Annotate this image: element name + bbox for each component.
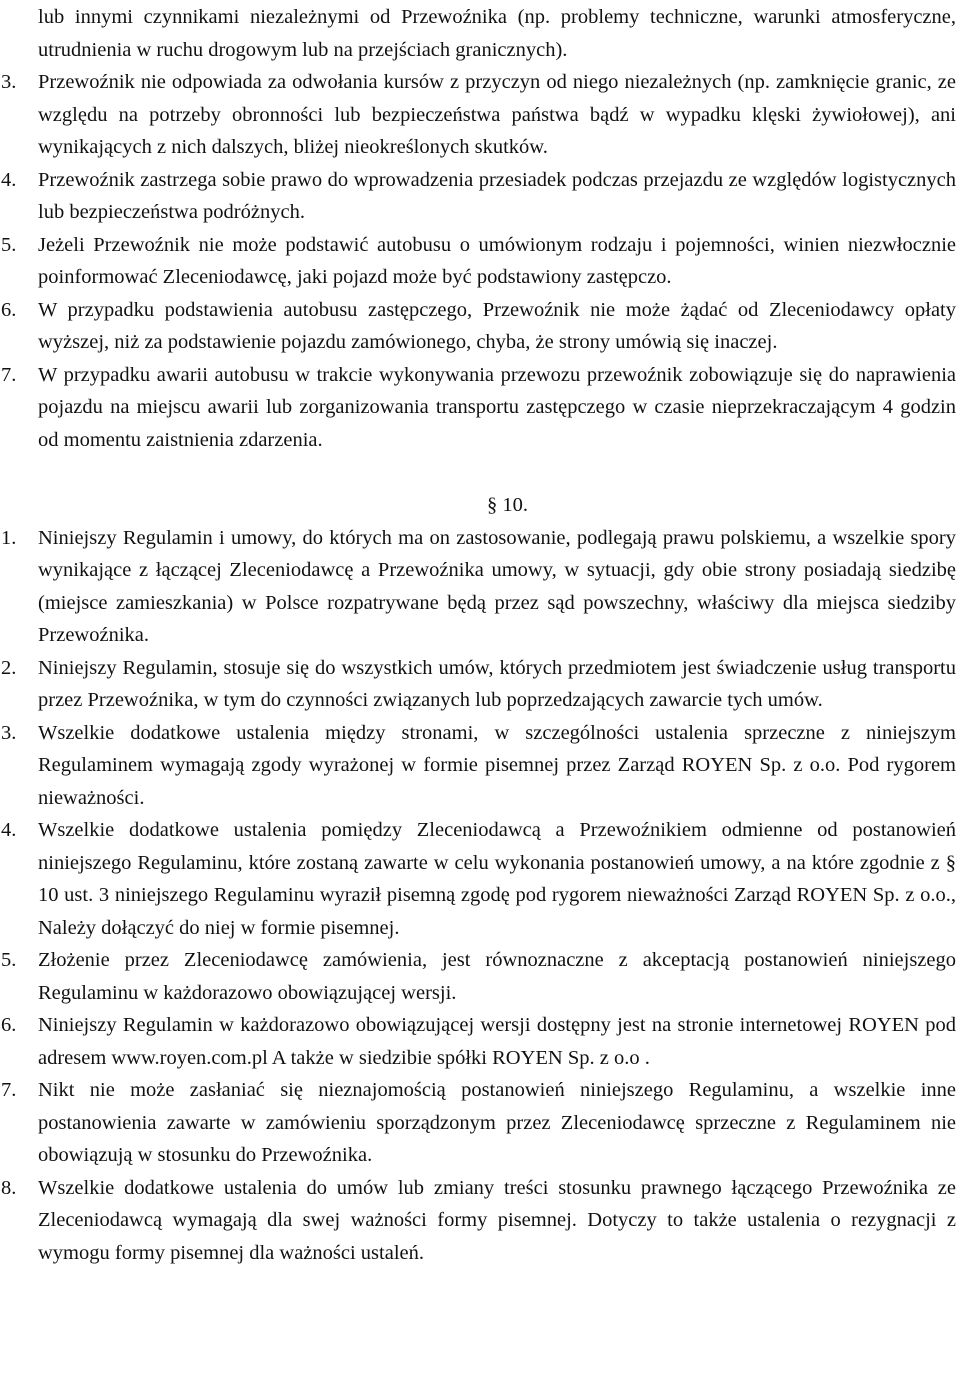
item-number: 5.: [1, 949, 17, 971]
section-10-item-2: [0, 652, 960, 717]
item-number: 6.: [1, 1014, 17, 1036]
section-9-item-4: [0, 164, 960, 229]
section-10-item-7: [0, 1074, 960, 1172]
item-text: W przypadku podstawienia autobusu zastępczego, Przewoźnik nie może żądać od Zleceniodawcy opłaty wyższej, niż za podstawienie pojazdu zamówionego, chyba, że strony umówią się inaczej.: [38, 298, 956, 353]
section-9-item-7: [0, 359, 960, 457]
item-text: Wszelkie dodatkowe ustalenia pomiędzy Zleceniodawcą a Przewoźnikiem odmienne od postanowień niniejszego Regulaminu, które zostaną zawarte w celu wykonania postanowień umowy, a na które zgodnie z § 10 ust. 3 niniejszego Regulaminu wyraził pisemną zgodę pod rygorem nieważności Zarząd ROYEN Sp. z o.o., Należy dołączyć do niej w formie pisemnej.: [38, 819, 956, 939]
section-10-item-4: [0, 814, 960, 944]
item-number: 1.: [1, 526, 17, 549]
item-number: 2.: [1, 656, 17, 679]
section-10-item-6: [0, 1009, 960, 1074]
item-number: 4.: [1, 819, 17, 841]
item-text: Niniejszy Regulamin i umowy, do których ma on zastosowanie, podlegają prawu polskiemu, a wszelkie spory wynikające z łączącej Zleceniodawcę a Przewoźnika umowy, w sytuacji, gdy obie strony posiadają siedzibę (miejsce zamieszkania) w Polsce rozpatrywane będą przez sąd powszechny, właściwy dla miejsca siedziby Przewoźnika.: [38, 526, 956, 646]
section-10-item-5: [0, 944, 960, 1009]
section-9-continued-paragraph: lub innymi czynnikami niezależnymi od Przewoźnika (np. problemy techniczne, warunki atmosferyczne, utrudnienia w ruchu drogowym lub na przejściach granicznych).: [38, 6, 956, 61]
item-number: 8.: [1, 1176, 17, 1199]
item-text: W przypadku awarii autobusu w trakcie wykonywania przewozu przewoźnik zobowiązuje się do naprawienia pojazdu na miejscu awarii lub zorganizowania transportu zastępczego w czasie nieprzekraczającym 4 godzin od momentu zaistnienia zdarzenia.: [38, 363, 956, 451]
section-9-item-3: [0, 66, 960, 164]
item-text: Złożenie przez Zleceniodawcę zamówienia, jest równoznaczne z akceptacją postanowień niniejszego Regulaminu w każdorazowo obowiązującej wersji.: [38, 949, 956, 1004]
item-text: Wszelkie dodatkowe ustalenia do umów lub zmiany treści stosunku prawnego łączącego Przewoźnika ze Zleceniodawcą wymagają dla swej ważności formy pisemnej. Dotyczy to także ustalenia o rezygnacji z wymogu formy pisemnej dla ważności ustaleń.: [38, 1176, 956, 1264]
section-10-heading: § 10.: [487, 494, 528, 516]
item-number: 6.: [1, 298, 17, 321]
item-text: Niniejszy Regulamin w każdorazowo obowiązującej wersji dostępny jest na stronie internetowej ROYEN pod adresem www.royen.com.pl A także w siedzibie spółki ROYEN Sp. z o.o .: [38, 1014, 956, 1069]
item-text: Jeżeli Przewoźnik nie może podstawić autobusu o umówionym rodzaju i pojemności, winien niezwłocznie poinformować Zleceniodawcę, jaki pojazd może być podstawiony zastępczo.: [38, 233, 956, 288]
section-10-item-1: [0, 522, 960, 652]
section-10-item-3: [0, 717, 960, 815]
section-9-item-5: [0, 229, 960, 294]
item-number: 5.: [1, 233, 17, 256]
item-text: Niniejszy Regulamin, stosuje się do wszystkich umów, których przedmiotem jest świadczenie usług transportu przez Przewoźnika, w tym do czynności związanych lub poprzedzających zawarcie tych umów.: [38, 656, 956, 711]
item-number: 7.: [1, 1079, 17, 1101]
item-text: Przewoźnik zastrzega sobie prawo do wprowadzenia przesiadek podczas przejazdu ze względów logistycznych lub bezpieczeństwa podróżnych.: [38, 168, 956, 223]
item-number: 4.: [1, 168, 17, 191]
section-9-item-6: [0, 294, 960, 359]
item-text: Wszelkie dodatkowe ustalenia między stronami, w szczególności ustalenia sprzeczne z niniejszym Regulaminem wymagają zgody wyrażonej w formie pisemnej przez Zarząd ROYEN Sp. z o.o. Pod rygorem nieważności.: [38, 721, 956, 809]
section-10-item-8: [0, 1172, 960, 1270]
item-number: 3.: [1, 721, 17, 744]
item-text: Przewoźnik nie odpowiada za odwołania kursów z przyczyn od niego niezależnych (np. zamknięcie granic, ze względu na potrzeby obronności lub bezpieczeństwa państwa bądź w wypadku klęski żywiołowej), ani wynikających z nich dalszych, bliżej nieokreślonych skutków.: [38, 71, 956, 158]
item-number: 7.: [1, 363, 17, 386]
item-text: Nikt nie może zasłaniać się nieznajomością postanowień niniejszego Regulaminu, a wszelkie inne postanowienia zawarte w zamówieniu sporządzonym przez Zleceniodawcę sprzeczne z Regulaminem nie obowiązują w stosunku do Przewoźnika.: [38, 1079, 956, 1166]
item-number: 3.: [1, 71, 17, 93]
